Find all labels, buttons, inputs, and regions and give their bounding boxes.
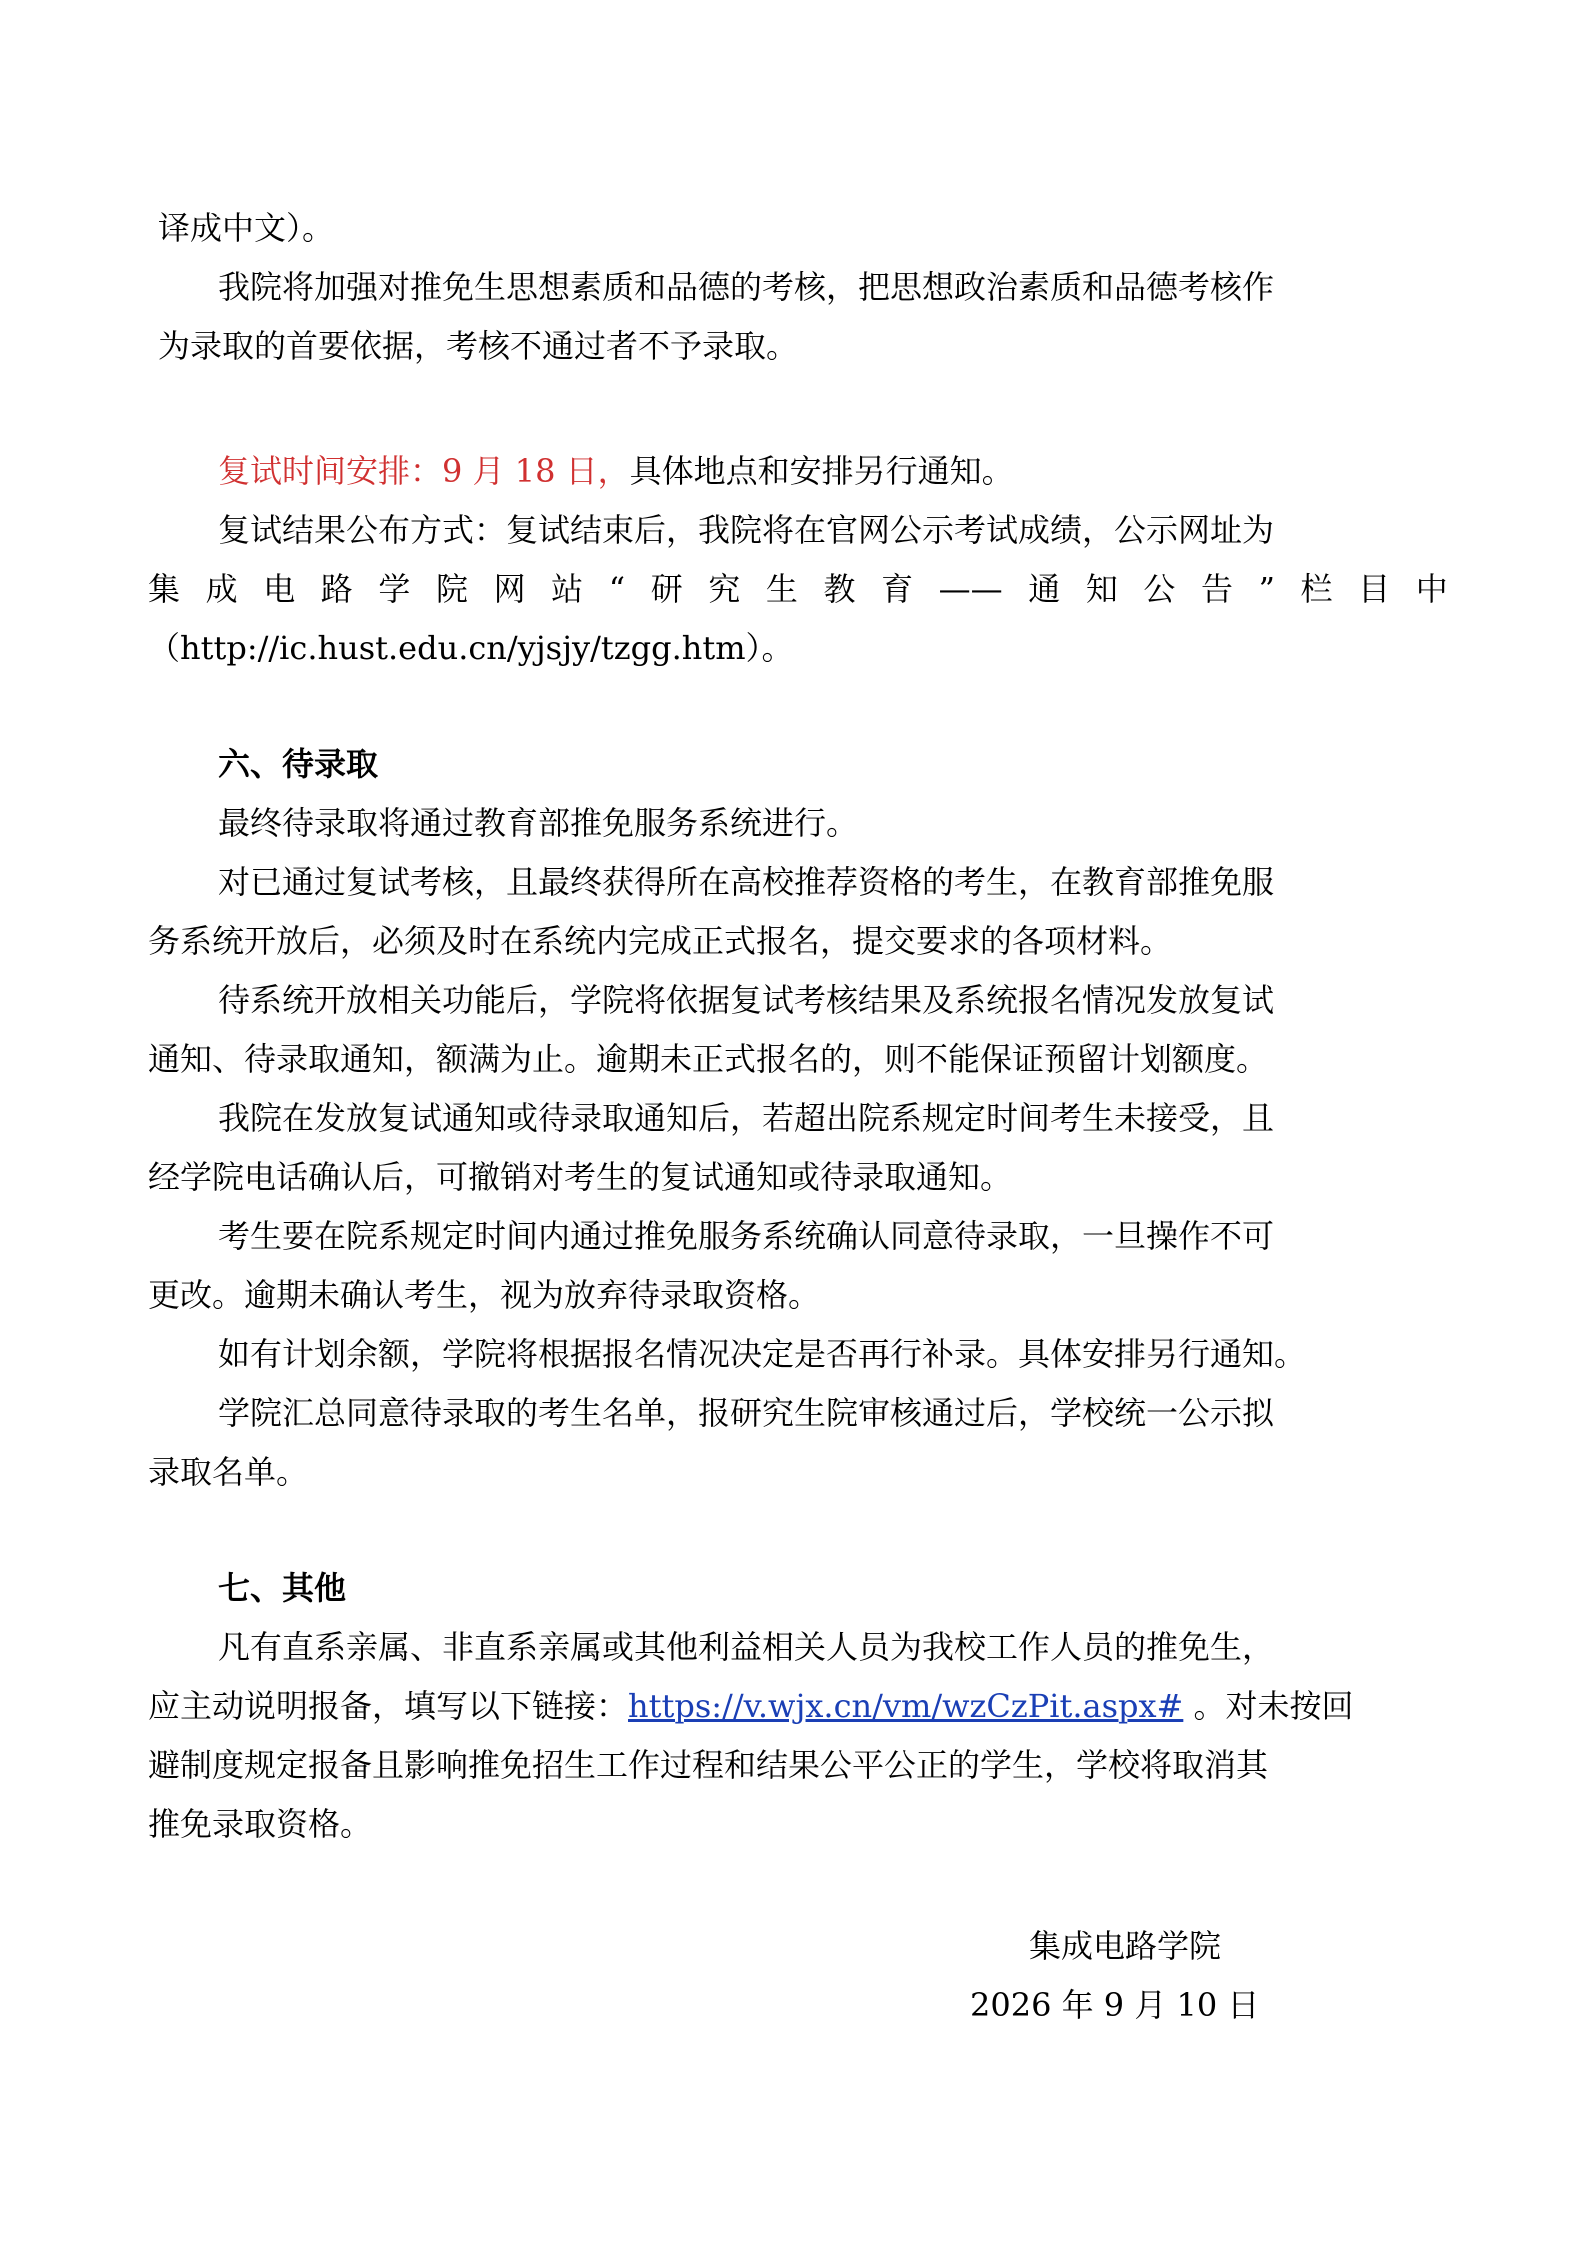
section-heading-6: 六、待录取 [218, 745, 379, 783]
justified-char: 栏 [1300, 570, 1333, 608]
justified-char: 知 [1085, 570, 1118, 608]
justified-char: 学 [378, 570, 411, 608]
retest-time-detail: 具体地点和安排另行通知。 [629, 452, 1014, 490]
signature-org: 集成电路学院 [1029, 1927, 1222, 1965]
justified-char: 告 [1201, 570, 1234, 608]
paragraph-line: 凡有直系亲属、非直系亲属或其他利益相关人员为我校工作人员的推免生， [218, 1628, 1275, 1666]
justified-char: “ [608, 570, 626, 608]
link-prefix-text: 应主动说明报备，填写以下链接： [148, 1687, 629, 1725]
paragraph-line: 为录取的首要依据，考核不通过者不予录取。 [158, 327, 799, 365]
justified-char: 生 [765, 570, 798, 608]
paragraph-line: 经学院电话确认后，可撤销对考生的复试通知或待录取通知。 [148, 1158, 1013, 1196]
signature-date: 2026 年 9 月 10 日 [970, 1986, 1260, 2024]
justified-char: 通 [1028, 570, 1061, 608]
justified-char: 公 [1143, 570, 1176, 608]
justified-chars [148, 565, 1448, 613]
justified-char: —— [938, 570, 1003, 608]
justified-char: ” [1258, 570, 1275, 608]
paragraph-line: 学院汇总同意待录取的考生名单，报研究生院审核通过后，学校统一公示拟 [218, 1394, 1275, 1432]
paragraph-line: 译成中文）。 [158, 209, 335, 247]
justified-line [148, 565, 1448, 613]
paragraph-line: 待系统开放相关功能后，学院将依据复试考核结果及系统报名情况发放复试 [218, 981, 1275, 1019]
paragraph-line: 对已通过复试考核，且最终获得所在高校推荐资格的考生，在教育部推免服 [218, 863, 1275, 901]
paragraph-line-with-link [148, 1682, 1448, 1730]
paragraph-line: 我院将加强对推免生思想素质和品德的考核，把思想政治素质和品德考核作 [218, 268, 1275, 306]
paragraph-line: 务系统开放后，必须及时在系统内完成正式报名，提交要求的各项材料。 [148, 922, 1173, 960]
justified-char: 集 [148, 570, 181, 608]
paragraph-line: 如有计划余额，学院将根据报名情况决定是否再行补录。具体安排另行通知。 [218, 1335, 1307, 1373]
paragraph-line: 通知、待录取通知，额满为止。逾期未正式报名的，则不能保证预留计划额度。 [148, 1040, 1269, 1078]
registration-link[interactable]: https://v.wjx.cn/vm/wzCzPit.aspx# [628, 1687, 1184, 1725]
justified-char: 育 [881, 570, 914, 608]
section-heading-7: 七、其他 [218, 1569, 347, 1607]
paragraph-line: 避制度规定报备且影响推免招生工作过程和结果公平公正的学生，学校将取消其 [148, 1746, 1269, 1784]
justified-char: 成 [205, 570, 238, 608]
justified-char: 究 [708, 570, 741, 608]
paragraph-line: 录取名单。 [148, 1453, 309, 1491]
justified-char: 中 [1415, 570, 1448, 608]
paragraph-line: 更改。逾期未确认考生，视为放弃待录取资格。 [148, 1276, 821, 1314]
paragraph-line: 考生要在院系规定时间内通过推免服务系统确认同意待录取，一旦操作不可 [218, 1217, 1275, 1255]
justified-char: 院 [435, 570, 468, 608]
paragraph-line: 我院在发放复试通知或待录取通知后，若超出院系规定时间考生未接受，且 [218, 1099, 1275, 1137]
justified-char: 网 [493, 570, 526, 608]
justified-char: 路 [320, 570, 353, 608]
paragraph-line: 最终待录取将通过教育部推免服务系统进行。 [218, 804, 859, 842]
link-suffix-text: 。对未按回 [1183, 1687, 1354, 1725]
schedule-line [218, 447, 1448, 495]
justified-char: 电 [263, 570, 296, 608]
justified-char: 目 [1358, 570, 1391, 608]
result-url-line: （http://ic.hust.edu.cn/yjsjy/tzgg.htm）。 [148, 629, 794, 667]
justified-char: 教 [823, 570, 856, 608]
paragraph-line: 推免录取资格。 [148, 1805, 373, 1843]
justified-char: 研 [650, 570, 683, 608]
paragraph-line: 复试结果公布方式：复试结束后，我院将在官网公示考试成绩，公示网址为 [218, 511, 1275, 549]
retest-time-highlight: 复试时间安排：9 月 18 日， [218, 452, 630, 490]
justified-char: 站 [551, 570, 584, 608]
